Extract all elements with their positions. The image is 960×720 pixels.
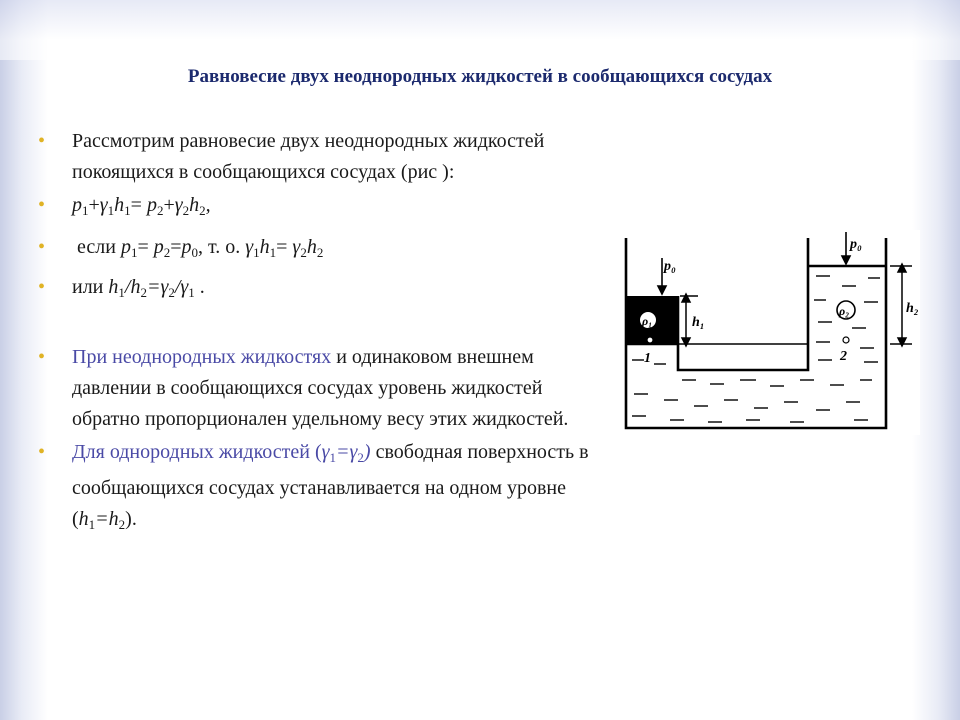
bullet-icon: • (38, 441, 46, 463)
bullet-icon: • (38, 346, 46, 368)
bullet-icon: • (38, 194, 46, 216)
bullet-item-homogeneous (38, 437, 598, 540)
bullet-icon: • (38, 130, 46, 152)
equation-1: $p_1+\gamma_1h_1= p_2+\gamma_2h_2$, (72, 194, 211, 218)
communicating-vessels-figure (620, 230, 920, 435)
vessels-diagram (620, 230, 920, 435)
heterogeneous-text: и одинаковом внешнем давлении в сообщающихся сосудах уровень жидкостей обратно пропорционален удельному весу этих жидкостей. (72, 346, 569, 430)
label-rho2: ρ₂ (839, 304, 850, 318)
point-1-marker (647, 337, 653, 343)
homogeneous-text: свободная поверхность в сообщающихся сосудах устанавливается на одном уровне $(h_1=h_2)$. (72, 441, 589, 532)
homogeneous-highlight: Для однородных жидкостей $(\gamma_1=\gamma_2)$ (72, 441, 371, 465)
intro-text: Рассмотрим равновесие двух неоднородных жидкостей покоящихся в сообщающихся сосудах (рис ): (72, 130, 545, 183)
bullet-item-equation-3 (38, 272, 598, 308)
label-h2: h₂ (906, 301, 919, 316)
slide-title: Равновесие двух неоднородных жидкостей в сообщающихся сосудах (187, 66, 773, 87)
equation-2: если $p_1= p_2=p_0$, т. о. $\gamma_1h_1= \gamma_2h_2$ (77, 236, 324, 260)
label-rho1: ρ₁ (642, 314, 653, 328)
label-point-2: 2 (840, 349, 847, 364)
bullet-item-heterogeneous (38, 342, 598, 435)
heterogeneous-highlight: При неоднородных жидкостях (72, 346, 332, 368)
bullet-icon: • (38, 236, 46, 258)
label-p0-left: p₀ (664, 259, 676, 274)
label-p0-right: p₀ (850, 237, 862, 252)
bullet-item-intro (38, 126, 598, 188)
bullet-icon: • (38, 276, 46, 298)
label-point-1: 1 (644, 351, 651, 366)
point-2-marker (843, 337, 849, 343)
equation-3: или $h_1/h_2=\gamma_2/\gamma_1$ . (72, 276, 205, 300)
label-h1: h₁ (692, 315, 705, 330)
slide-top-shade (0, 0, 960, 60)
bullet-item-equation-1 (38, 190, 598, 226)
slide-body (38, 126, 598, 540)
bullet-item-equation-2 (38, 232, 598, 268)
